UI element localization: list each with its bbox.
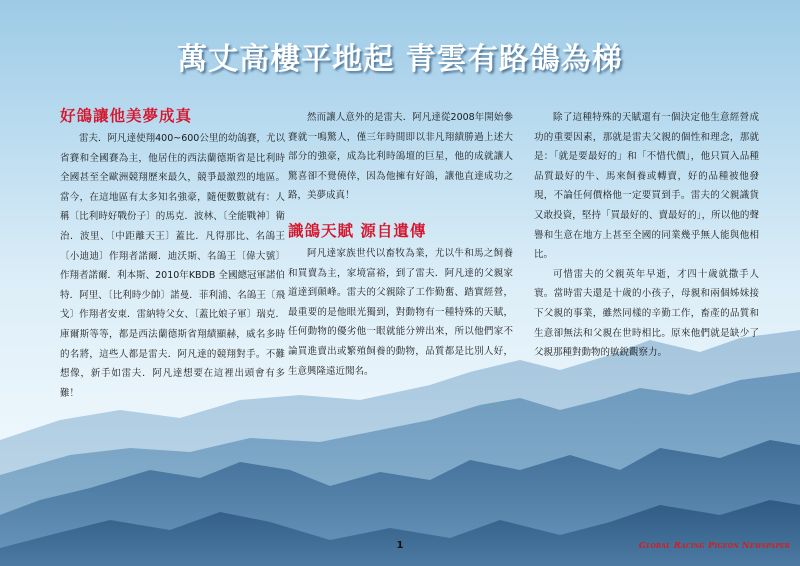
article-paragraph: 阿凡達家族世代以畜牧為業，尤以牛和馬之飼養和買賣為主，家境富裕，到了雷夫．阿凡達的父親家道達到顛峰。雷夫的父親除了工作勤奮、踏實經營，最重要的是他眼光獨到，對動物有一種特殊的天賦，任何動物的優劣他一眼就能分辨出來，所以他們家不論買進賣出或繁殖飼養的動物，品質都是比別人好，生意興隆遠近聞名。	[288, 247, 513, 377]
publication-brand: Global Racing Pigeon Newspaper	[638, 541, 790, 551]
section-heading-talent: 識鴿天賦 源自遺傳	[288, 221, 427, 240]
article-paragraph: 除了這種特殊的天賦還有一個決定他生意經營成功的重要因素，那就是雷夫父親的個性和理念，那就是：「就是要最好的」和「不惜代價」，他只買入品種品質最好的牛、馬來飼養或轉賣，好的品種被他發現，不論任何價格他一定要買到手。雷夫的父親識貨又敢投資，堅持「買最好的、賣最好的」，所以他的聲譽和生意在地方上甚至全國的同業幾乎無人能與他相比。	[534, 112, 759, 261]
page-headline: 萬丈高樓平地起 青雲有路鴿為梯	[177, 42, 623, 77]
column-right	[534, 108, 759, 363]
article-paragraph: 然而讓人意外的是雷夫．阿凡達從2008年開始參賽就一鳴驚人，僅三年時間即以非凡翔績勝過上述大部分的強豪，成為比利時鴿壇的巨星，他的成就讓人驚喜卻不覺僥倖，因為他擁有好鴿，讓他直達成功之路，美夢成真！	[288, 112, 513, 202]
article-paragraph: 可惜雷夫的父親英年早逝，才四十歲就撒手人寰。當時雷夫還是十歲的小孩子，母親和兩個姊妹接下父親的事業，雖然同樣的辛勤工作，畜產的品質和生意卻無法和父親在世時相比。原來他們就是缺少了父親那種對動物的敏銳觀察力。	[534, 268, 759, 359]
page-number: 1	[396, 540, 404, 551]
article-paragraph: 雷夫．阿凡達使翔400~600公里的幼鴿賽，尤以省賽和全國賽為主，他居住的西法蘭德斯省是比利時全國甚至全歐洲競翔歷來最久，競爭最激烈的地區。當今，在這地區有太多知名強豪，隨便數數就有：人稱〔比利時好戰份子〕的馬克．波林、〔全能戰神〕衛治．波里、〔中距離天王〕蓋比．凡得那比、名鴿王〔小迪迪〕作翔者諾爾．迪沃斯、名鴿王〔偉大號〕作翔者諾爾．利本斯、2010年KBDB 全國總冠軍諾伯特．阿里、〔比利時少帥〕諾曼．菲利浦、名鴿王〔飛戈〕作翔者安東．雷納特父女、〔蓋比娘子軍〕瑞克．庫爾斯等等，都是西法蘭德斯省翔績顯赫，威名多時的名將，這些人都是雷夫．阿凡達的競翔對手。不難想像，新手如雷夫．阿凡達想要在這裡出頭會有多難！	[60, 133, 285, 399]
column-middle	[288, 108, 513, 381]
column-left	[60, 105, 285, 403]
section-heading-good-pigeons: 好鴿讓他美夢成真	[60, 107, 193, 125]
